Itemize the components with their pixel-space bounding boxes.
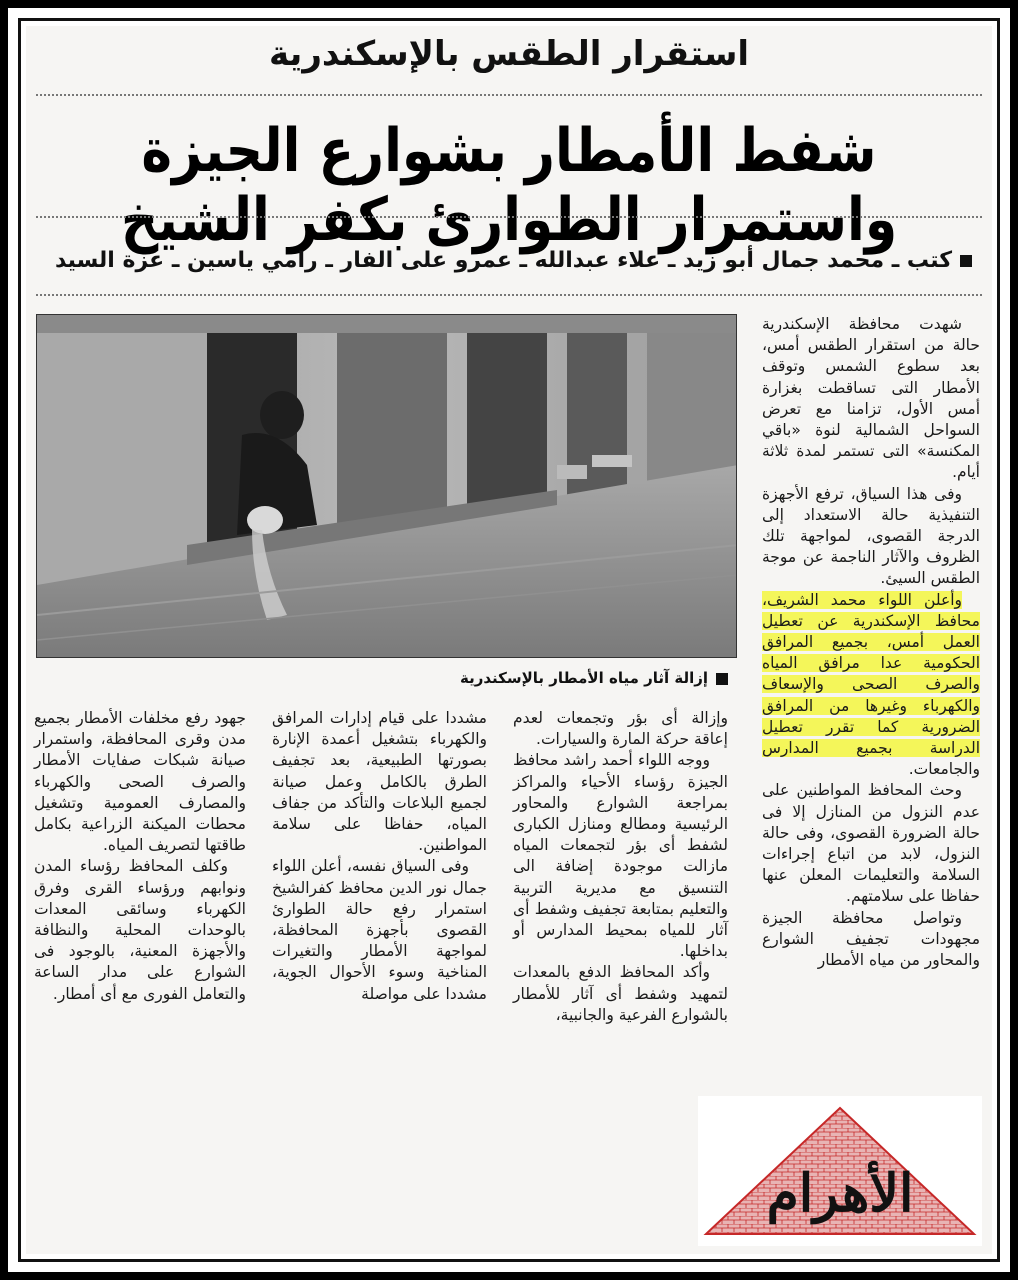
paragraph: وتواصل محافظة الجيزة مجهودات تجفيف الشوارع والمحاور من مياه الأمطار [762,908,980,970]
paragraph: وفى هذا السياق، ترفع الأجهزة التنفيذية حالة الاستعداد إلى الدرجة القصوى، لمواجهة تلك الظروف والآثار الناجمة عن موجة الطقس السيئ. [762,484,980,588]
highlighted-text: وأعلن اللواء محمد الشريف، محافظ الإسكندرية عن تعطيل العمل أمس، بجميع المرافق الحكومية عدا مرافق المياه والصرف الصحى والإسعاف والكهرباء وغيرها من المرافق الضرورية كما تقرر تعطيل الدراسة بجميع المدارس [762,590,980,758]
news-photo [36,314,737,658]
caption-text: إزالة آثار مياه الأمطار بالإسكندرية [459,669,708,687]
square-bullet-icon [716,673,728,685]
byline [46,248,972,273]
divider [36,294,982,296]
kicker-title: استقرار الطقس بالإسكندرية [268,34,750,74]
paragraph: وأكد المحافظ الدفع بالمعدات لتمهيد وشفط أى آثار للأمطار بالشوارع الفرعية والجانبية، [513,963,728,1024]
paragraph: مشددا على قيام إدارات المرافق والكهرباء بتشغيل أعمدة الإنارة بصورتها الطبيعية، بعد تجفيف الطرق بالكامل وعمل صيانة لجميع البلاعات والتأكد من جفاف المياه، حفاظا على سلامة المواطنين. [272,709,487,855]
paragraph: ووجه اللواء أحمد راشد محافظ الجيزة رؤساء الأحياء والمراكز بمراجعة الشوارع والمحاور الرئيسية ومطالع ومنازل الكبارى لشفط أى بؤر لتجمعات المياه مازالت موجودة إضافة الى التنسيق مع مديرية التربية والتعليم بمتابعة تجفيف وشفط أى آثار للمياه بمحيط المدارس أو بداخلها. [513,751,728,961]
article-column-4 [34,708,246,1005]
newspaper-clipping [26,26,992,1254]
logo-text: الأهرام [766,1163,914,1224]
headline: شفط الأمطار بشوارع الجيزة واستمرار الطوارئ بكفر الشيخ [120,117,898,255]
paragraph: وإزالة أى بؤر وتجمعات لعدم إعاقة حركة المارة والسيارات. [513,709,728,749]
paragraph: وحث المحافظ المواطنين على عدم النزول من المنازل إلا فى حالة الضرورة القصوى، وفى حالة النزول، لابد من اتباع إجراءات السلامة والتعليمات المعلن عنها حفاظا على سلامتهم. [762,781,980,906]
paragraph: شهدت محافظة الإسكندرية حالة من استقرار الطقس أمس، بعد سطوع الشمس وتوقف الأمطار التى تساقطت بغزارة أمس الأول، تزامنا مع تعرض السواحل الشمالية لنوة «باقي المكنسة» التى تستمر لمدة ثلاثة أيام. [762,315,980,482]
article-column-2 [513,708,728,1026]
byline-text: كتب ـ محمد جمال أبو زيد ـ علاء عبدالله ـ عمرو على الفار ـ رامي ياسين ـ عزة السيد [54,248,952,273]
divider [36,216,982,218]
article-column-1 [762,314,980,971]
paragraph [762,590,980,781]
al-ahram-logo [698,1096,982,1246]
paragraph: جهود رفع مخلفات الأمطار بجميع مدن وقرى المحافظة، واستمرار صيانة شبكات صفايات الأمطار والصرف الصحى والكهرباء والمصارف العمومية وتشغيل محطات الميكنة الزراعية بكامل طاقتها لتصريف المياه. [34,709,246,855]
divider [36,94,982,96]
photo-caption [460,669,728,687]
paragraph: وفى السياق نفسه، أعلن اللواء جمال نور الدين محافظ كفرالشيخ استمرار رفع حالة الطوارئ القصوى بأجهزة المحافظة، لمواجهة الأمطار والتغيرات المناخية وسوء الأحوال الجوية، مشددا على مواصلة [272,857,487,1003]
article-column-3 [272,708,487,1005]
paragraph: وكلف المحافظ رؤساء المدن ونوابهم ورؤساء القرى وفرق الكهرباء وسائقى المعدات بالوحدات المحلية والنظافة والأجهزة المعنية، بالوجود فى الشوارع على مدار الساعة والتعامل الفورى مع أى أمطار. [34,857,246,1003]
square-bullet-icon [960,255,972,267]
paragraph-tail: والجامعات. [908,760,980,779]
